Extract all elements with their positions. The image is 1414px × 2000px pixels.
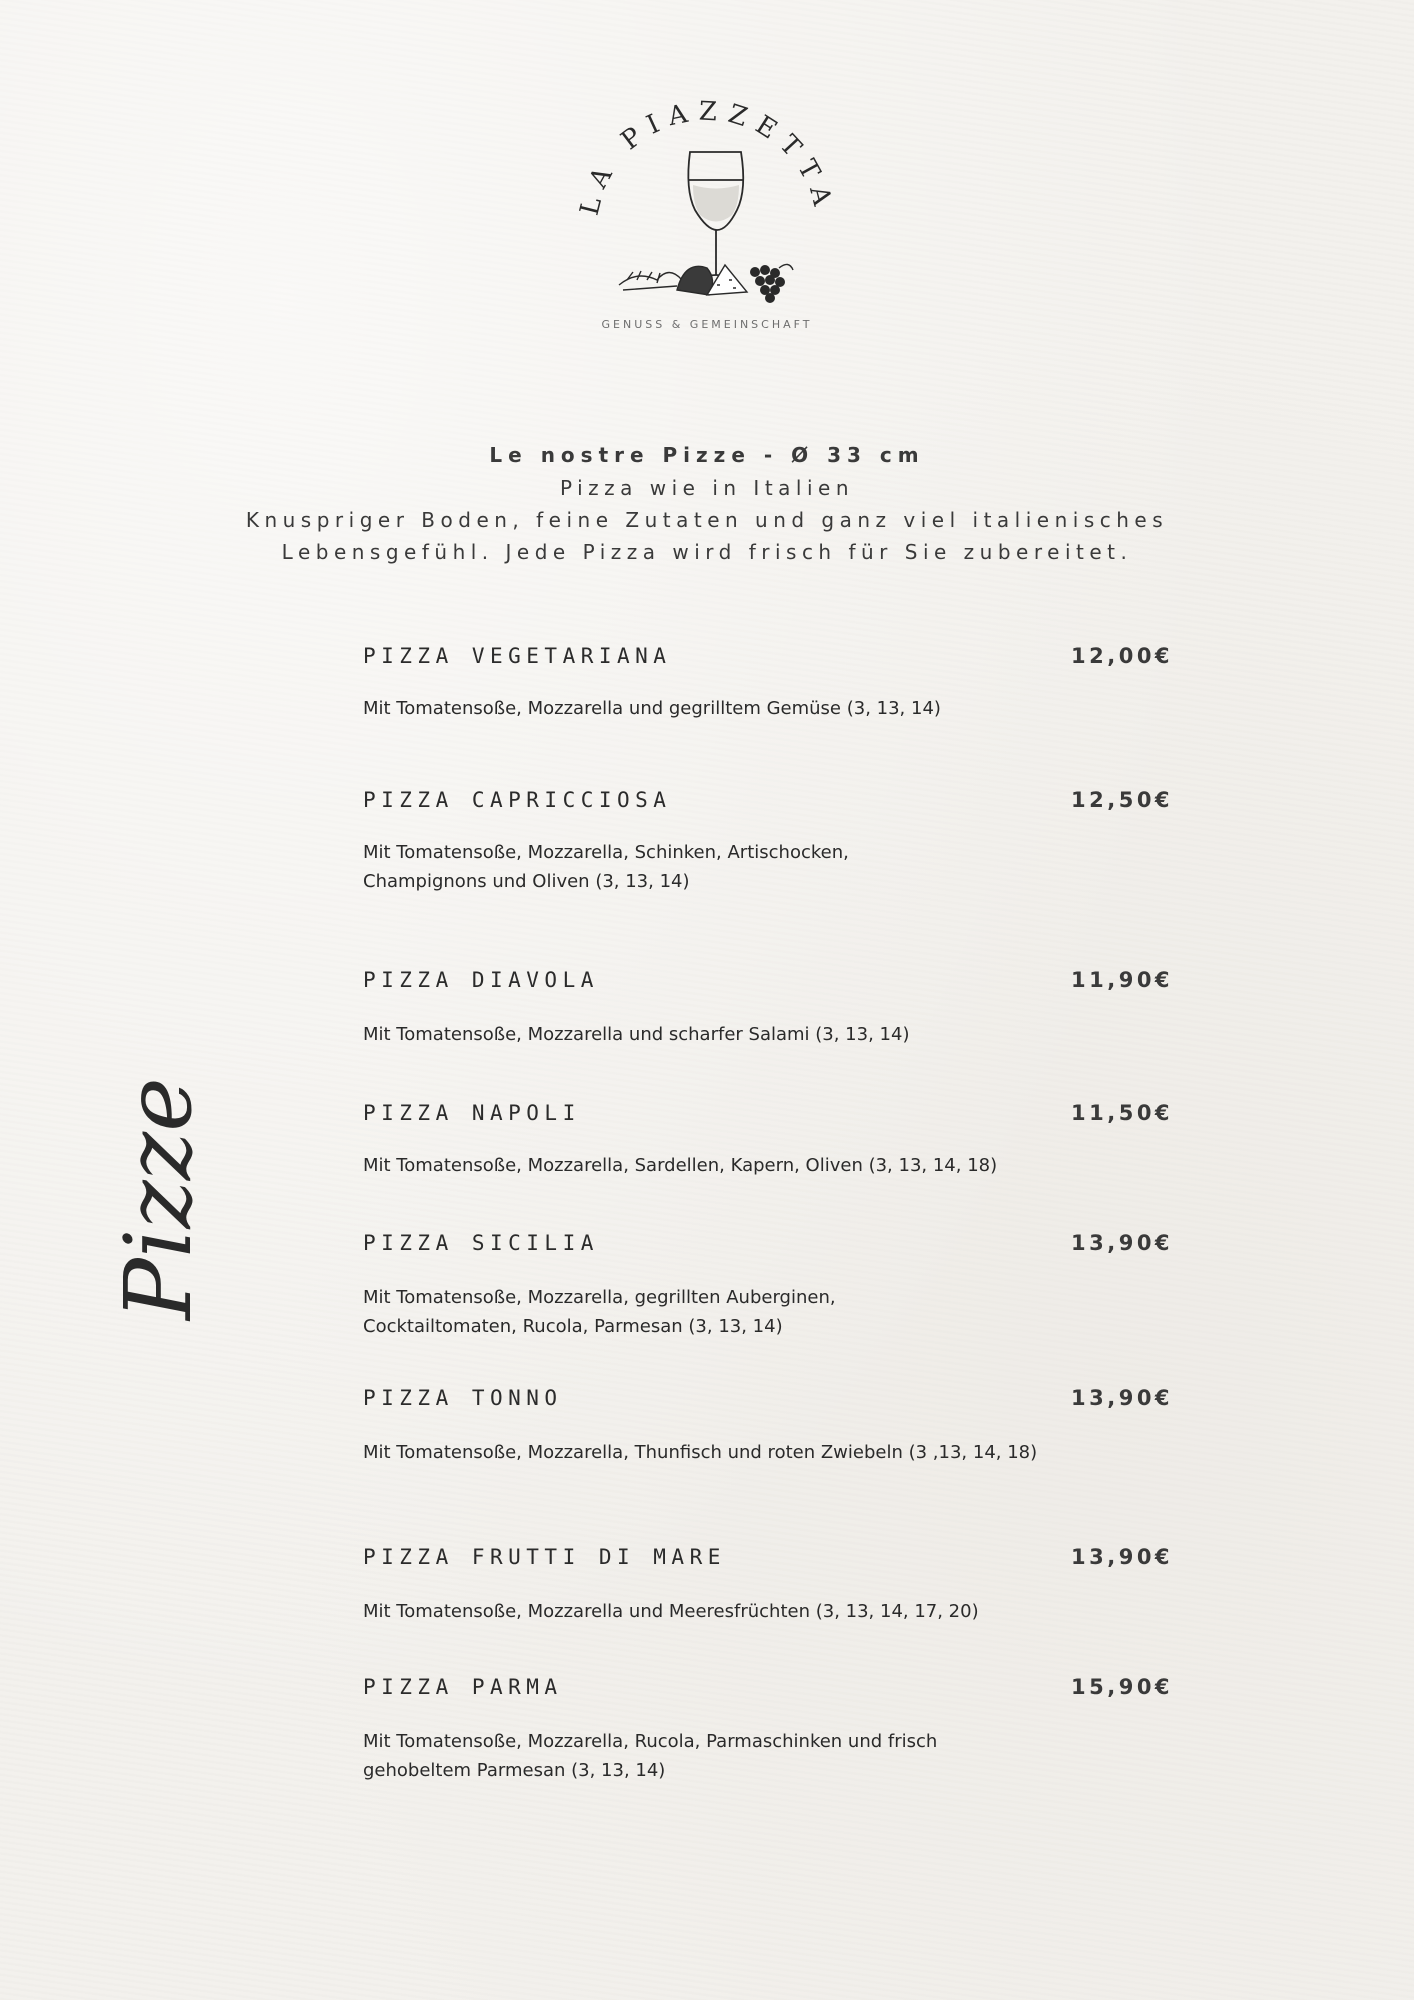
menu-item-name: PIZZA NAPOLI xyxy=(363,1101,581,1125)
menu-item-description xyxy=(363,1020,1123,1049)
intro-description-line-1: Knuspriger Boden, feine Zutaten und ganz viel italienisches xyxy=(245,508,1169,532)
menu-item-description xyxy=(363,1438,1123,1467)
menu-item-name: PIZZA SICILIA xyxy=(363,1231,599,1255)
menu-item-description-line: Mit Tomatensoße, Mozzarella, Schinken, Artischocken, xyxy=(363,842,849,863)
menu-item-name: PIZZA DIAVOLA xyxy=(363,968,599,992)
menu-item-description xyxy=(363,1727,1123,1785)
menu-item-price: 15,90€ xyxy=(1071,1675,1174,1699)
food-still-life-icon xyxy=(619,265,747,295)
restaurant-logo xyxy=(557,80,857,340)
section-side-title xyxy=(85,1050,235,1330)
side-title-text: Pizze xyxy=(105,1077,212,1320)
menu-item-price: 13,90€ xyxy=(1071,1231,1174,1255)
menu-item-price: 11,90€ xyxy=(1071,968,1174,992)
menu-item-name: PIZZA PARMA xyxy=(363,1675,563,1699)
menu-item-description xyxy=(363,1283,1123,1341)
intro-title: Le nostre Pizze - Ø 33 cm xyxy=(489,443,925,467)
menu-item-description-line: Cocktailtomaten, Rucola, Parmesan (3, 13, 14) xyxy=(363,1316,783,1337)
menu-item-description-line: Mit Tomatensoße, Mozzarella, Sardellen, Kapern, Oliven (3, 13, 14, 18) xyxy=(363,1155,998,1176)
menu-item-description xyxy=(363,1597,1123,1626)
menu-item-name: PIZZA TONNO xyxy=(363,1386,563,1410)
intro-subtitle: Pizza wie in Italien xyxy=(559,476,855,500)
menu-item-description-line: Champignons und Oliven (3, 13, 14) xyxy=(363,871,690,892)
menu-item-description-line: Mit Tomatensoße, Mozzarella, Thunfisch und roten Zwiebeln (3 ,13, 14, 18) xyxy=(363,1442,1038,1463)
menu-item-description-line: Mit Tomatensoße, Mozzarella, Rucola, Parmaschinken und frisch xyxy=(363,1731,938,1752)
menu-item-price: 11,50€ xyxy=(1071,1101,1174,1125)
logo-arc-text: LA PIAZZETTA xyxy=(574,96,840,219)
menu-item-price: 12,00€ xyxy=(1071,644,1174,668)
menu-item-name: PIZZA FRUTTI DI MARE xyxy=(363,1545,726,1569)
brand-tagline: GENUSS & GEMEINSCHAFT xyxy=(601,318,813,331)
menu-item-description xyxy=(363,694,1123,723)
menu-item-price: 13,90€ xyxy=(1071,1386,1174,1410)
menu-item-name: PIZZA CAPRICCIOSA xyxy=(363,788,672,812)
menu-item-description xyxy=(363,1151,1123,1180)
menu-item-description-line: Mit Tomatensoße, Mozzarella und gegrilltem Gemüse (3, 13, 14) xyxy=(363,698,941,719)
intro-description-line-2: Lebensgefühl. Jede Pizza wird frisch für Sie zubereitet. xyxy=(281,540,1133,564)
menu-item-description xyxy=(363,838,1123,896)
menu-intro xyxy=(157,438,1257,568)
grapes-icon xyxy=(750,264,793,303)
menu-item-description-line: Mit Tomatensoße, Mozzarella und Meeresfrüchten (3, 13, 14, 17, 20) xyxy=(363,1601,979,1622)
menu-item-description-line: gehobeltem Parmesan (3, 13, 14) xyxy=(363,1760,666,1781)
menu-item-price: 12,50€ xyxy=(1071,788,1174,812)
menu-item-description-line: Mit Tomatensoße, Mozzarella, gegrillten Auberginen, xyxy=(363,1287,836,1308)
menu-item-description-line: Mit Tomatensoße, Mozzarella und scharfer Salami (3, 13, 14) xyxy=(363,1024,910,1045)
menu-item-name: PIZZA VEGETARIANA xyxy=(363,644,672,668)
menu-item-price: 13,90€ xyxy=(1071,1545,1174,1569)
wine-glass-icon xyxy=(688,152,744,280)
